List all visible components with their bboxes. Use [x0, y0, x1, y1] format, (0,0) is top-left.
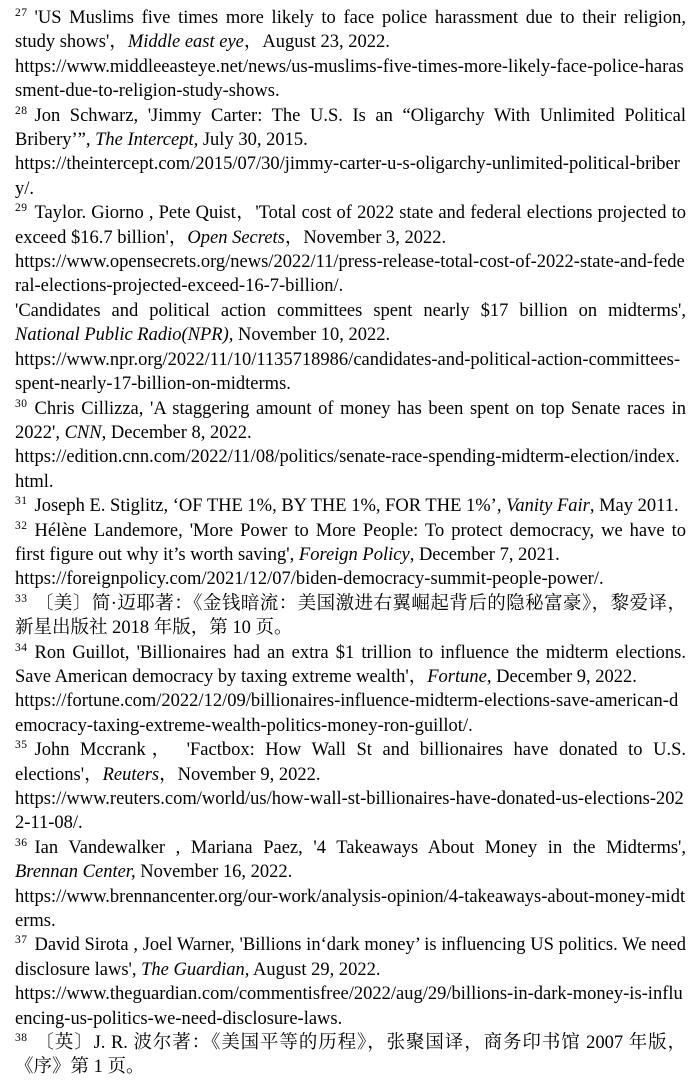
footnote-citation [15, 641, 686, 690]
footnote-citation [15, 104, 686, 153]
source-name: National Public Radio(NPR), [15, 325, 234, 346]
source-name: Reuters [102, 764, 160, 785]
citation-text: 〔英〕J. R. 波尔著：《美国平等的历程》，张聚国译，商务印书馆 2007 年版，《序》第 1 页。 [15, 1033, 686, 1078]
citation-text: 'Candidates and political action committees spent nearly $17 billion on midterms', [15, 300, 686, 321]
footnote-url [15, 250, 686, 299]
footnote-number: 38 [15, 1032, 28, 1045]
citation-text: , December 8, 2022. [101, 422, 252, 443]
citation-text: December 9, 2022. [491, 666, 637, 687]
citation-text: ，August 23, 2022. [243, 32, 390, 53]
citation-text: , May 2011. [589, 496, 679, 517]
citation-text: , December 7, 2021. [409, 544, 560, 565]
footnote-number: 31 [15, 495, 28, 508]
citation-text: ，November 3, 2022. [284, 227, 447, 248]
citation-text: https://theintercept.com/2015/07/30/jimmy-carter-u-s-oligarchy-unlimited-political-bribery/. [15, 154, 680, 199]
footnote-url [15, 787, 686, 836]
footnote-url [15, 982, 686, 1031]
source-name: The Intercept, [95, 130, 199, 151]
citation-text: August 29, 2022. [249, 959, 381, 980]
citation-text: 〔美〕简·迈耶著：《金钱暗流：美国激进右翼崛起背后的隐秘富豪》，黎爱译，新星出版社 2018 年版，第 10 页。 [15, 593, 686, 639]
footnote-number: 27 [15, 7, 28, 19]
footnote-url [15, 885, 686, 934]
footnote-number: 35 [15, 739, 28, 752]
citation-text: https://www.brennancenter.org/our-work/analysis-opinion/4-takeaways-about-money-midterms. [15, 886, 686, 932]
footnote-citation [15, 397, 686, 446]
citation-text: Taylor. Giorno , Pete Quist，'Total cost of 2022 state and federal elections projected to exceed $16.7 billion'， [15, 203, 686, 248]
source-name: Foreign Policy [298, 544, 410, 565]
citation-text: https://foreignpolicy.com/2021/12/07/biden-democracy-summit-people-power/. [15, 569, 604, 590]
footnote-number: 33 [15, 592, 28, 605]
source-name: Fortune, [427, 666, 492, 687]
citation-text: 'US Muslims five times more likely to face police harassment due to their religion, study shows'， [15, 8, 686, 53]
footnote-citation [15, 6, 686, 55]
citation-text: https://www.middleeasteye.net/news/us-muslims-five-times-more-likely-face-police-harassment-due-to-religion-study-shows. [15, 56, 684, 102]
citation-text: John Mccrank， 'Factbox: How Wall St and billionaires have donated to U.S. elections'， [15, 740, 686, 785]
citation-text: November 16, 2022. [135, 862, 293, 883]
footnote-number: 29 [15, 202, 28, 215]
footnote-citation [15, 933, 686, 982]
citation-text: Chris Cillizza, 'A staggering amount of money has been spent on top Senate races in 2022', [15, 398, 686, 443]
citation-text: Joseph E. Stiglitz, ‘OF THE 1%, BY THE 1%, FOR THE 1%’, [34, 496, 507, 517]
footnote-citation [15, 494, 686, 518]
citation-text: Hélène Landemore, 'More Power to More People: To protect democracy, we have to first figure out why it’s worth saving', [15, 520, 686, 565]
footnote-number: 37 [15, 934, 28, 947]
footnote-number: 28 [15, 104, 28, 117]
citation-text: https://fortune.com/2022/12/09/billionaires-influence-midterm-elections-save-american-democracy-taxing-extreme-wealth-politics-money-ron-guillot/. [15, 691, 679, 736]
citation-text: November 10, 2022. [233, 325, 391, 346]
footnote-citation [15, 299, 686, 348]
footnote-citation [15, 836, 686, 885]
citation-text: Jon Schwarz, 'Jimmy Carter: The U.S. Is an “Oligarchy With Unlimited Political Bribery’”, [15, 105, 686, 151]
footnote-number: 32 [15, 519, 28, 532]
source-name: CNN [64, 422, 102, 443]
footnote-url [15, 348, 686, 397]
footnote-url [15, 152, 686, 201]
citation-text: https://www.npr.org/2022/11/10/1135718986/candidates-and-political-action-committees-spent-nearly-17-billion-on-midterms. [15, 349, 681, 395]
footnote-citation [15, 738, 686, 787]
footnote-citation [15, 519, 686, 568]
footnote-number: 36 [15, 836, 28, 849]
citation-text: Ron Guillot, 'Billionaires had an extra $1 trillion to influence the midterm elections. Save American democracy by taxing extreme wealth'， [15, 642, 686, 687]
footnote-url [15, 567, 686, 591]
source-name: The Guardian, [141, 959, 250, 980]
footnote-citation [15, 201, 686, 250]
footnote-url [15, 689, 686, 738]
citation-text: Ian Vandewalker , Mariana Paez, '4 Takeaways About Money in the Midterms', [34, 837, 686, 858]
footnote-citation [15, 592, 686, 641]
citation-text: ，November 9, 2022. [159, 764, 321, 785]
citation-text: https://edition.cnn.com/2022/11/08/politics/senate-race-spending-midterm-election/index.html. [15, 447, 680, 492]
citation-text: https://www.opensecrets.org/news/2022/11/press-release-total-cost-of-2022-state-and-federal-elections-projected-exceed-16-7-billion/. [15, 252, 685, 297]
footnote-list [15, 6, 686, 1080]
citation-text: July 30, 2015. [198, 130, 308, 151]
citation-text: https://www.theguardian.com/commentisfree/2022/aug/29/billions-in-dark-money-is-influencing-us-politics-we-need-disclosure-laws. [15, 984, 683, 1029]
footnote-number: 30 [15, 397, 28, 410]
citation-text: https://www.reuters.com/world/us/how-wall-st-billionaires-have-donated-us-elections-2022-11-08/. [15, 789, 684, 834]
footnote-number: 34 [15, 641, 28, 654]
source-name: Middle east eye [127, 32, 244, 53]
footnote-citation [15, 1031, 686, 1080]
citation-text: David Sirota , Joel Warner, 'Billions in‘dark money’ is influencing US politics. We need disclosure laws', [15, 935, 686, 980]
footnote-url [15, 55, 686, 104]
footnote-url [15, 445, 686, 494]
source-name: Open Secrets [187, 227, 285, 248]
source-name: Brennan Center, [15, 862, 136, 883]
source-name: Vanity Fair [506, 496, 590, 517]
